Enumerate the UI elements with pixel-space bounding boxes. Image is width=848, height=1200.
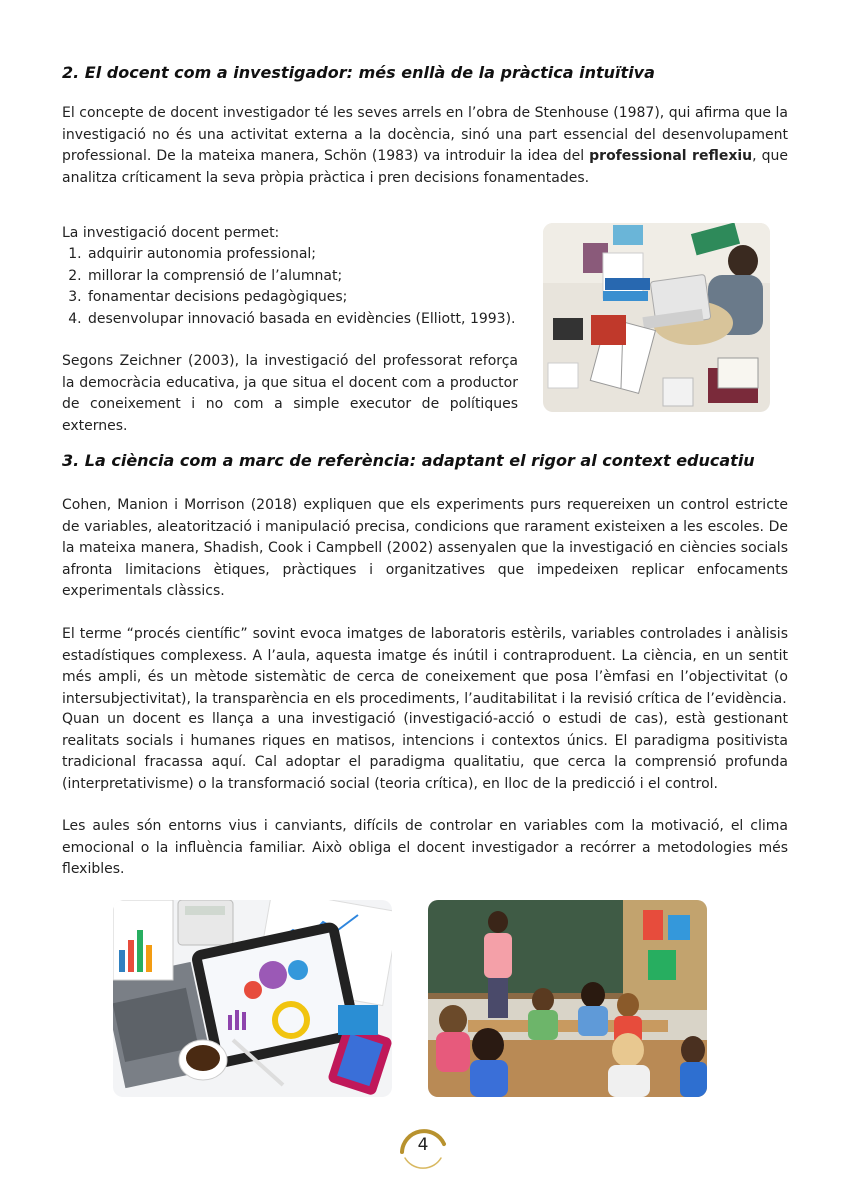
page-number: 4 — [417, 1135, 429, 1155]
section-3-paragraph-4: Les aules són entorns vius i canviants, difícils de controlar en variables com la motivació, el clima emocional o la influència familiar. Això obliga el docent investigador a recórrer a metodologies més flexibles. — [62, 818, 788, 877]
page-number-badge — [396, 1122, 450, 1174]
intro-bold-term: professional reflexiu — [589, 148, 753, 164]
section-2-intro — [62, 103, 788, 189]
section-3-paragraph-1: Cohen, Manion i Morrison (2018) expliquen que els experiments purs requereixen un control estricte de variables, aleatorització i manipulació precisa, condicions que rarament existeixen a les escoles. De la mateixa manera, Shadish, Cook i Campbell (2002) assenyalen que la investigació en ciències socials afronta limitacions ètiques, pràctiques i organitzatives que impedeixen replicar enfocaments experimentals clàssics. — [62, 497, 788, 599]
benefits-list — [62, 244, 546, 330]
section-2-closing: Segons Zeichner (2003), la investigació del professorat reforça la democràcia educativa, ja que situa el docent com a productor de coneixement i no com a simple executor de polítiques externes. — [62, 353, 518, 434]
list-item: 1. adquirir autonomia professional; — [86, 244, 546, 266]
classroom-photo — [428, 900, 707, 1097]
intro-text-start: El concepte de docent investigador té les seves arrels en l’obra de Stenhouse (1987), qui afirma que la investigació no és una activitat externa a la docència, sinó una part essencial del desenvolupament professional. De la mateixa manera, Schön (1983) va introduir la idea del — [62, 105, 788, 164]
section-3-paragraph-3: Quan un docent es llança a una investigació (investigació-acció o estudi de cas), està gestionant realitats socials i humanes riques en matisos, intencions i contextos únics. El paradigma positivista tradicional fracassa aquí. Cal adoptar el paradigma qualitatiu, que cerca la comprensió profunda (interpretativisme) o la transformació social (teoria crítica), en lloc de la predicció i el control. — [62, 711, 788, 792]
study-desk-photo — [543, 223, 770, 412]
section-2-heading: 2. El docent com a investigador: més enllà de la pràctica intuïtiva — [62, 63, 655, 82]
section-3-heading: 3. La ciència com a marc de referència: adaptant el rigor al context educatiu — [62, 451, 755, 470]
list-item: 4. desenvolupar innovació basada en evidències (Elliott, 1993). — [86, 309, 546, 331]
list-intro: La investigació docent permet: — [62, 225, 280, 241]
list-item: 3. fonamentar decisions pedagògiques; — [86, 287, 546, 309]
list-item: 2. millorar la comprensió de l’alumnat; — [86, 266, 546, 288]
data-dashboard-photo — [113, 900, 392, 1097]
section-3-paragraph-2: El terme “procés científic” sovint evoca imatges de laboratoris estèrils, variables controlades i anàlisis estadístiques complexess. A l’aula, aquesta imatge és inútil i contraproduent. La ciència, en un sentit més ampli, és un mètode sistemàtic de cerca de coneixement que posa l’èmfasi en l’objectivitat (o intersubjectivitat), la transparència en els procediments, l’auditabilitat i la revisió crítica de l’evidència. — [62, 626, 788, 707]
intro-text-end: , que analitza críticament la seva pròpia pràctica i pren decisions fonamentades. — [62, 148, 788, 186]
